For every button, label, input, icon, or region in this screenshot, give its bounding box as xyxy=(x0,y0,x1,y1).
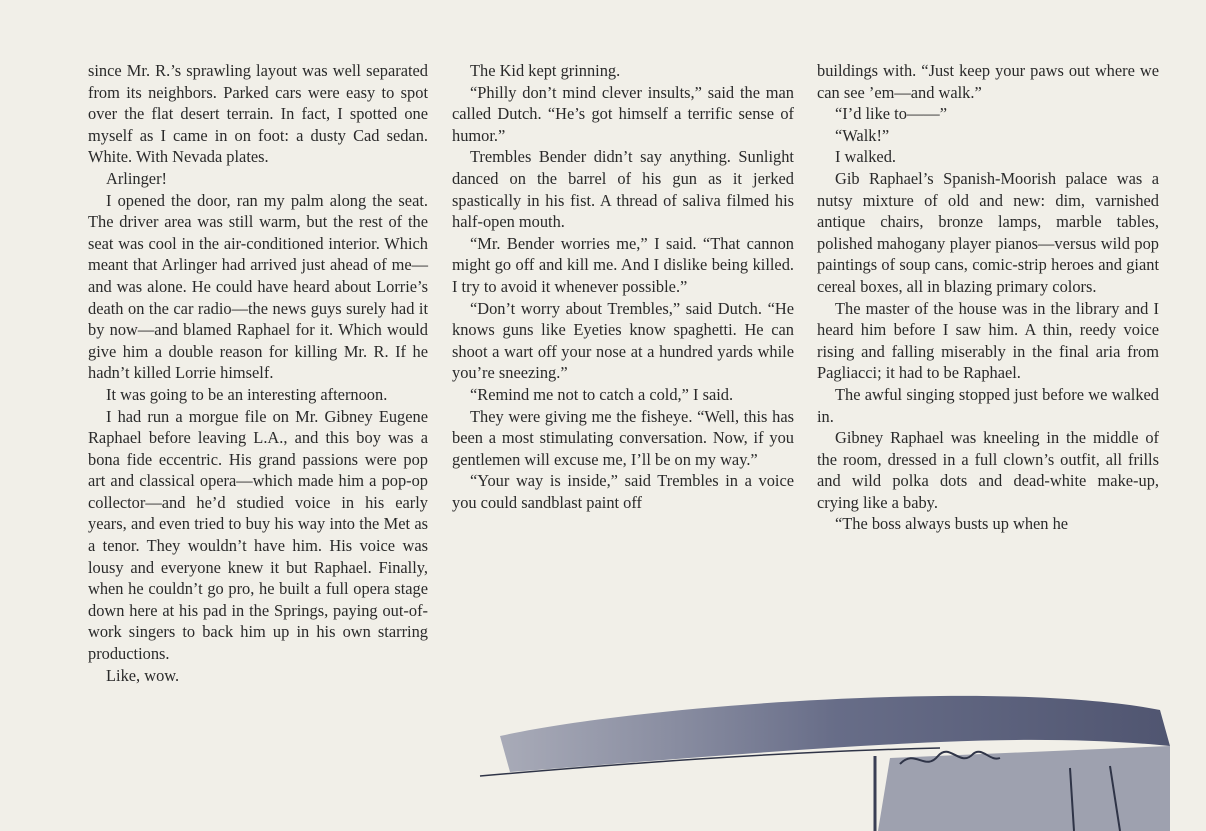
paragraph: I opened the door, ran my palm along the seat. The driver area was still warm, but the rest of the seat was cool in the air-conditioned interior. Which meant that Arlinger had arrived just ahead of me—and was alone. He could have heard about Lorrie’s death on the car radio—the news guys surely had it by now—and blamed Raphael for it. Which would give him a double reason for killing Mr. R. If he hadn’t killed Lorrie himself. xyxy=(88,190,428,383)
paragraph: I had run a morgue file on Mr. Gibney Eugene Raphael before leaving L.A., and this boy was a bona fide eccentric. His grand passions were pop art and classical opera—which made him a pop-op collector—and he’d studied voice in his early years, and even tried to buy his way into the Met as a tenor. They wouldn’t have him. His voice was lousy and everyone knew it but Raphael. Finally, when he couldn’t go pro, he built a full opera stage down here at his pad in the Springs, paying out-of-work singers to back him up in his own starring productions. xyxy=(88,406,428,664)
paragraph: “Your way is inside,” said Trembles in a voice you could sandblast paint off xyxy=(452,471,794,512)
paragraph: Arlinger! xyxy=(106,168,167,188)
paragraph: “Philly don’t mind clever insults,” said the man called Dutch. “He’s got himself a terrific sense of humor.” xyxy=(452,82,794,145)
paragraph: “Mr. Bender worries me,” I said. “That cannon might go off and kill me. And I dislike being killed. I try to avoid it whenever possible.” xyxy=(452,233,794,296)
paragraph: “Walk!” xyxy=(835,125,890,145)
paragraph: The awful singing stopped just before we walked in. xyxy=(817,384,1159,426)
text-column-2 xyxy=(452,60,794,513)
paragraph: The Kid kept grinning. xyxy=(470,61,621,80)
paragraph: Like, wow. xyxy=(106,665,180,685)
paragraph: They were giving me the fisheye. “Well, this has been a most stimulating conversation. Now, if you gentlemen will excuse me, I’ll be on my way.” xyxy=(452,406,794,469)
paragraph: Gibney Raphael was kneeling in the middle of the room, dressed in a full clown’s outfit, all frills and wild polka dots and dead-white make-up, crying like a baby. xyxy=(817,428,1159,512)
paragraph: “Remind me not to catch a cold,” I said. xyxy=(470,384,734,404)
paragraph: Trembles Bender didn’t say anything. Sunlight danced on the barrel of his gun as it jerked spastically in his fist. A thread of saliva filmed his half-open mouth. xyxy=(452,147,794,232)
paragraph: I walked. xyxy=(835,147,896,167)
paragraph: “The boss always busts up when he xyxy=(835,514,1069,534)
paragraph: since Mr. R.’s sprawling layout was well separated from its neighbors. Parked cars were easy to spot over the flat desert terrain. In fact, I spotted one myself as I came in on foot: a dusty Cad sedan. White. With Nevada plates. xyxy=(88,61,428,167)
ink-illustration xyxy=(470,676,1170,831)
text-column-3 xyxy=(817,60,1159,535)
paragraph: It was going to be an interesting afternoon. xyxy=(106,384,388,404)
text-column-1 xyxy=(88,60,428,686)
paragraph: The master of the house was in the library and I heard him before I saw him. A thin, reedy voice rising and falling miserably in the final aria from Pagliacci; it had to be Raphael. xyxy=(817,298,1159,383)
paragraph: buildings with. “Just keep your paws out where we can see ’em—and walk.” xyxy=(817,61,1159,102)
paragraph: Gib Raphael’s Spanish-Moorish palace was a nutsy mixture of old and new: dim, varnished antique chairs, bronze lamps, marble tables, polished mahogany player pianos—versus wild pop paintings of soup cans, comic-strip heroes and giant cereal boxes, all in blazing primary colors. xyxy=(817,168,1159,296)
paragraph: “Don’t worry about Trembles,” said Dutch. “He knows guns like Eyeties know spaghetti. He can shoot a wart off your nose at a hundred yards while you’re sneezing.” xyxy=(452,298,794,383)
paragraph: “I’d like to——” xyxy=(835,104,947,124)
